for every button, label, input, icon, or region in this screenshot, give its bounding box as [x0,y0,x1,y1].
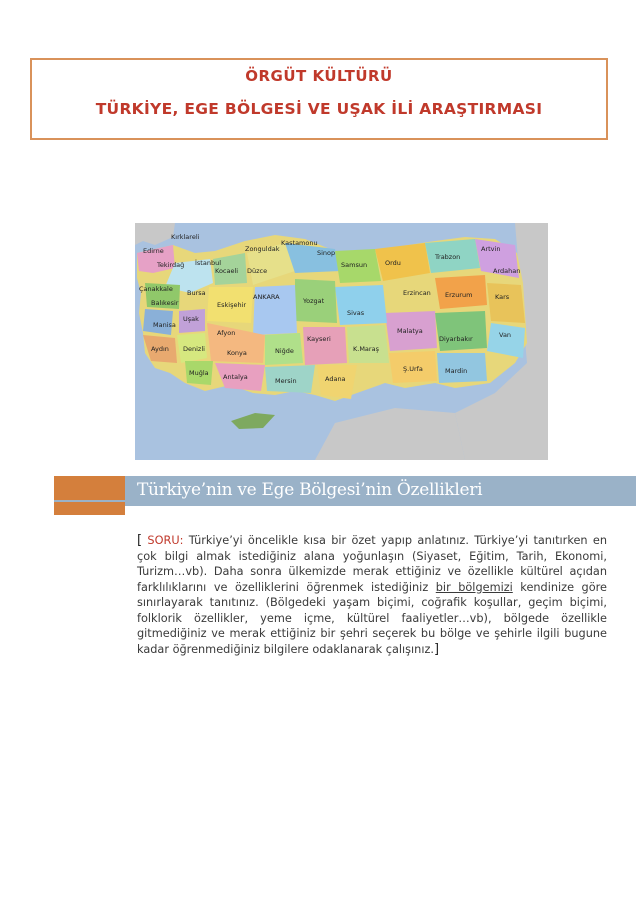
document-title: ÖRGÜT KÜLTÜRÜ [245,67,393,85]
map-label-konya: Konya [227,349,247,357]
map-label-usak: Uşak [183,315,199,323]
map-label-eskisehir: Eskişehir [217,301,247,309]
province-sivas [335,285,387,325]
map-label-aydin: Aydın [151,345,169,353]
map-label-antalya: Antalya [223,373,248,381]
map-label-duzce: Düzce [247,267,268,275]
question-underlined: bir bölgemizi [435,580,513,594]
open-bracket: [ [137,533,143,548]
document-subtitle: TÜRKİYE, EGE BÖLGESİ VE UŞAK İLİ ARAŞTIRMASI [95,100,543,118]
map-label-kastamonu: Kastamonu [281,239,318,247]
map-label-balikesir: Balıkesir [151,299,179,307]
province-kars [487,283,525,323]
map-label-afyon: Afyon [217,329,236,337]
map-label-nigde: Niğde [275,347,294,355]
question-text-part2: kendinize göre sınırlayarak tanıtınız. (Bölgedeki yaşam biçimi, coğrafik koşullar, geçim biçimi, folklorik özellikler, yeme içme, kültürel faaliyetler…vb), bölgede özellikle gitmediğiniz ve merak ettiğiniz bir şehri seçerek bu bölge ve şehirle ilgili bugune kadar öğrenmediğiniz bilgilere odaklanarak çalışınız. [137,580,607,656]
soru-label: SORU: [147,534,184,547]
map-label-mersin: Mersin [275,377,297,385]
map-label-samsun: Samsun [341,261,368,269]
map-label-erzincan: Erzincan [403,289,431,297]
map-label-erzurum: Erzurum [445,291,473,299]
map-label-ardahan: Ardahan [493,267,521,275]
map-label-yozgat: Yozgat [303,297,325,305]
turkey-province-map [135,223,548,460]
section-heading-accent [54,476,125,515]
question-text-part1: Türkiye’yi öncelikle kısa bir özet yapıp anlatınız. Türkiye’yi tanıtırken en çok bilgi almak istediğiniz alana yoğunlaşın (Siyaset, Eğitim, Tarih, Ekonomi, Turizm…vb). Daha sonra ülkemizde merak ettiğiniz ve özellikle kültürel açıdan farklılıklarını ve özelliklerini öğrenmek istediğiniz [137,534,607,594]
province-kayseri [303,327,347,365]
map-label-sivas: Sivas [347,309,365,317]
accent-block-bottom [54,502,125,515]
map-label-diyarbakir: Diyarbakır [439,335,473,343]
close-bracket: ] [434,641,440,657]
map-label-tekirdag: Tekirdağ [157,261,185,269]
map-label-kocaeli: Kocaeli [215,267,239,275]
map-label-artvin: Artvin [481,245,501,253]
map-label-trabzon: Trabzon [435,253,461,261]
province-mus [435,311,487,351]
map-label-mardin: Mardin [445,367,468,375]
question-paragraph [137,533,607,657]
map-label-mugla: Muğla [189,369,209,377]
map-label-kars: Kars [495,293,510,301]
map-label-bursa: Bursa [187,289,206,297]
map-label-ordu: Ordu [385,259,401,267]
province-maras [347,325,389,363]
map-label-canakkale: Çanakkale [139,285,173,293]
map-label-kirklareli: Kırklareli [171,233,200,241]
map-label-kayseri: Kayseri [307,335,331,343]
map-label-kmaras: K.Maraş [353,345,379,353]
map-label-manisa: Manisa [153,321,176,329]
accent-block-top [54,476,125,500]
map-label-adana: Adana [325,375,346,383]
map-label-sinop: Sinop [317,249,336,257]
map-label-istanbul: İstanbul [195,259,222,267]
map-label-ankara: ANKARA [253,293,280,301]
section-heading: Türkiye’nin ve Ege Bölgesi’nin Özellikleri [137,480,483,500]
map-label-denizli: Denizli [183,345,205,353]
map-label-edirne: Edirne [143,247,164,255]
map-label-zonguldak: Zonguldak [245,245,280,253]
map-label-van: Van [499,331,512,339]
title-box [30,58,608,140]
map-label-malatya: Malatya [397,327,423,335]
map-label-surfa: Ş.Urfa [403,365,423,373]
